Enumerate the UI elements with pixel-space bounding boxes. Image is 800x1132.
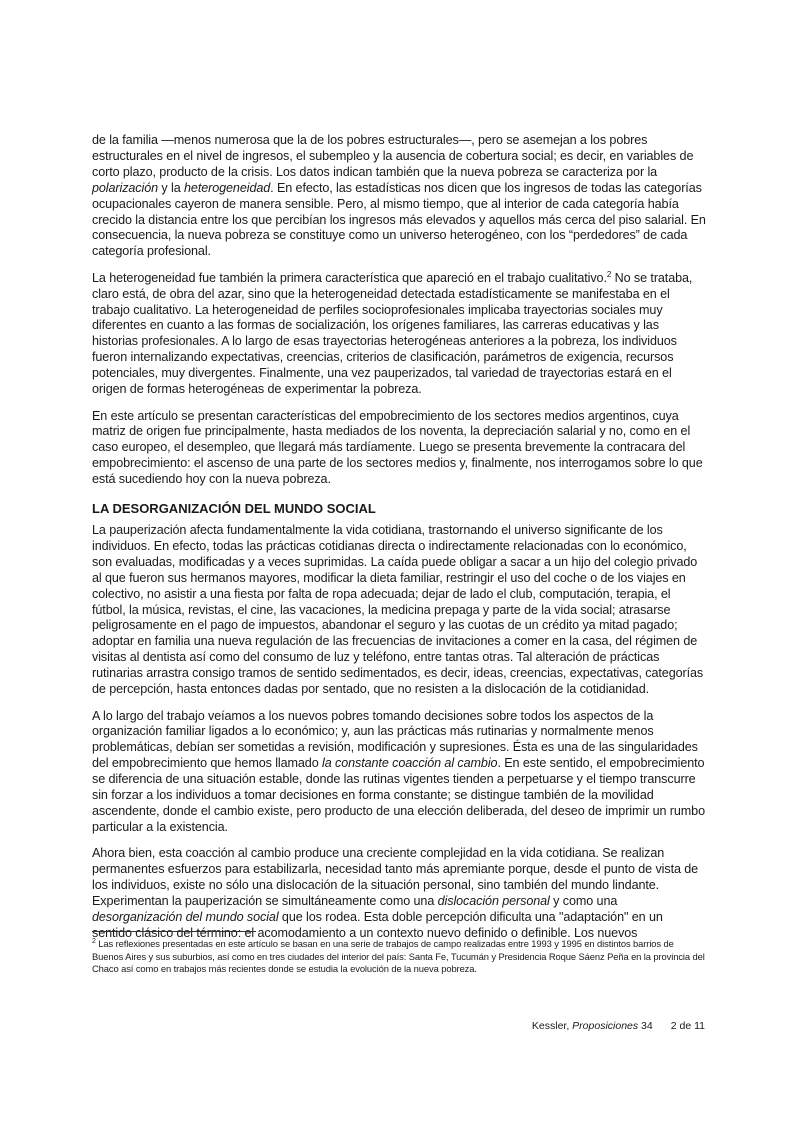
text-run: En este artículo se presentan características del empobrecimiento de los sectores medios argentinos, cuya matriz de origen fue principalmente, hasta mediados de los noventa, la depreciación salarial y no, como en el caso europeo, el desempleo, que llegará más tardíamente. Luego se presenta brevemente la contracara del empobrecimiento: el ascenso de una parte de los sectores medios y, finalmente, nos interrogamos sobre lo que está sucediendo hoy con la nueva pobreza. (92, 408, 703, 487)
footer-issue: 34 (638, 1020, 653, 1032)
text-run: Las reflexiones presentadas en este artículo se basan en una serie de trabajos de campo realizadas entre 1993 y 1995 en distintos barrios de Buenos Aires y sus suburbios, así como en tres ciudades del interior del país: Santa Fe, Tucumán y Presidencia Roque Sáenz Peña en la provincia del Chaco así como en trabajos más recientes donde se estudia la evolución de la nueva pobreza. (92, 938, 705, 975)
paragraph (92, 846, 706, 941)
footnote-ref: 2 (92, 937, 96, 945)
emphasis-text: polarización (92, 180, 159, 195)
paragraph (92, 409, 706, 489)
footnote-divider (92, 931, 256, 932)
paragraph (92, 523, 706, 698)
text-run: La pauperización afecta fundamentalmente la vida cotidiana, trastornando el universo significante de los individuos. En efecto, todas las prácticas cotidianas directa o indirectamente relacionadas con lo económico, son evaluadas, modificadas y a veces suprimidas. La caída puede obligar a sacar a un hijo del colegio privado al que fueron sus hermanos mayores, modificar la dieta familiar, restringir el uso del coche o de los viajes en colectivo, no asistir a una fiesta por falta de ropa adecuada; dejar de lado el club, computación, terapia, el fútbol, la música, revistas, el cine, las vacaciones, la medicina prepaga y parte de la vida social; atrasarse peligrosamente en el pago de impuestos, abandonar el seguro y las cuotas de un crédito ya mitad pagado; adoptar en familia una nueva regulación de las frecuencias de invitaciones a comer en la casa, del régimen de visitas al dentista así como del consumo de luz y teléfono, entre tantas otras. Tal alteración de prácticas rutinarias arrastra consigo tramos de sentido sedimentados, es decir, ideas, creencias, expectativas, categorías de percepción, hasta entonces dadas por sentado, que no resisten a la dislocación de la cotidianidad. (92, 523, 704, 697)
text-run: No se trataba, claro está, de obra del azar, sino que la heterogeneidad detectada estadísticamente se manifestaba en el trabajo cualitativo. La heterogeneidad de perfiles socioprofesionales implicaba trayectorias sociales muy diferentes en cuanto a las formas de socialización, los orígenes familiares, las carreras educativas y las historias profesionales. A lo largo de esas trayectorias heterogéneas anteriores a la pobreza, los individuos fueron internalizando expectativas, creencias, criterios de clasificación, parámetros de exigencia, recursos potenciales, muy divergentes. Finalmente, una vez pauperizados, tal variedad de trayectorias estará en el origen de formas heterogéneas de experimentar la pobreza. (92, 270, 693, 397)
emphasis-text: desorganización del mundo social (92, 909, 279, 924)
page-footer (532, 1020, 705, 1032)
paragraph (92, 271, 706, 398)
section-heading: LA DESORGANIZACIÓN DEL MUNDO SOCIAL (92, 501, 376, 517)
paragraphs-top (92, 133, 706, 488)
paragraphs-section (92, 523, 706, 942)
paragraph (92, 133, 706, 260)
text-run: La heterogeneidad fue también la primera característica que apareció en el trabajo cualitativo. (92, 270, 607, 285)
footer-author: Kessler, (531, 1020, 573, 1032)
text-run: . En efecto, las estadísticas nos dicen que los ingresos de todas las categorías ocupacionales cayeron de manera sensible. Pero, al mismo tiempo, que al interior de cada categoría había crecido la distancia entre los que percibían los ingresos más elevados y aquellos más cerca del piso salarial. En consecuencia, la nueva pobreza se constituye como un universo heterogéneo, con los “perdedores” de cada categoría profesional. (92, 180, 706, 259)
text-run: y la (158, 180, 185, 195)
emphasis-text: la constante coacción al cambio (322, 756, 498, 771)
page-body (92, 133, 706, 952)
text-run: de la familia —menos numerosa que la de los pobres estructurales—, pero se asemejan a los pobres estructurales en el nivel de ingresos, el subempleo y la ausencia de cobertura social; es decir, en variables de corto plazo, producto de la crisis. Los datos indican también que la nueva pobreza se caracteriza por la (92, 133, 694, 179)
page-number: 2 de 11 (670, 1020, 705, 1032)
text-run: y como una (549, 893, 618, 908)
footnote-ref: 2 (606, 269, 612, 279)
text-run: . En este sentido, el empobrecimiento se diferencia de una situación estable, donde las rutinas vigentes tienden a perpetuarse y el tiempo transcurre sin forzar a los individuos a tomar decisiones en forma constante; se distingue también de la movilidad ascendente, donde el cambio existe, pero producto de una elección deliberada, del deseo de imprimir un rumbo particular a la existencia. (92, 756, 705, 834)
footer-journal: Proposiciones (572, 1020, 639, 1032)
footnote (92, 938, 706, 976)
text-run: A lo largo del trabajo veíamos a los nuevos pobres tomando decisiones sobre todos los aspectos de la organización familiar ligados a lo económico; y, aun las prácticas más rutinarias y normalmente menos problemáticas, debían ser sometidas a revisión, modificación y supresiones. Ésta es una de las singularidades del empobrecimiento que hemos llamado (92, 708, 698, 771)
text-run: Ahora bien, esta coacción al cambio produce una creciente complejidad en la vida cotidiana. Se realizan permanentes esfuerzos para estabilizarla, necesidad tanto más apremiante porque, desde el punto de vista de los individuos, existe no sólo una dislocación de la situación personal, sino también del mundo lindante. Experimentan la pauperización se simultáneamente como una (92, 846, 699, 908)
emphasis-text: heterogeneidad (184, 180, 271, 195)
emphasis-text: dislocación personal (437, 893, 550, 908)
text-run: que los rodea. Esta doble percepción dificulta una "adaptación" en un sentido clásico del término: el acomodamiento a un contexto nuevo definido o definible. Los nuevos (92, 909, 663, 940)
paragraph (92, 709, 706, 836)
